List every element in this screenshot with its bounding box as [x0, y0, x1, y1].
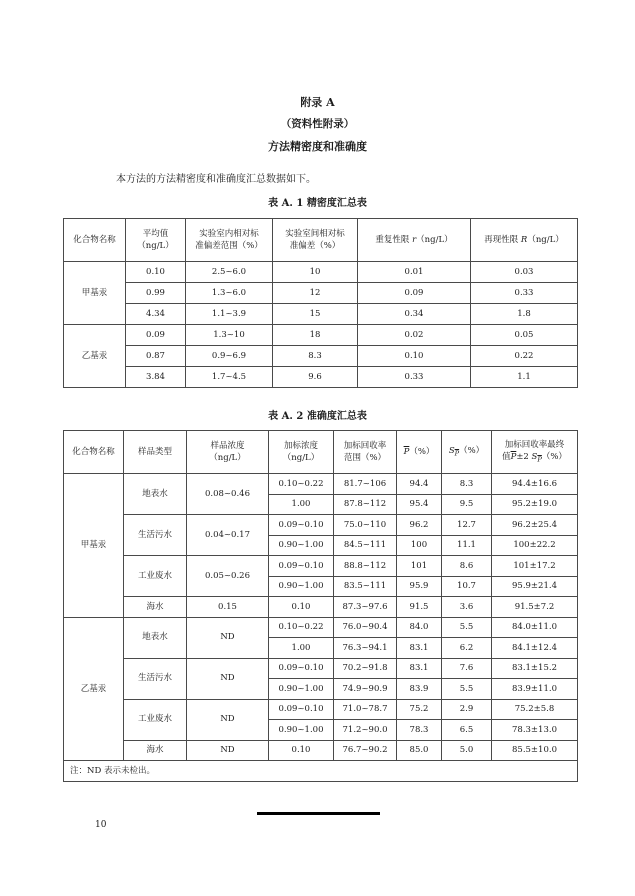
- data-cell: 0.09~0.10: [269, 556, 334, 577]
- table2-row: [64, 597, 578, 618]
- data-cell: 76.7~90.2: [334, 740, 397, 761]
- col-header-sample-conc: 样品浓度 （ng/L）: [187, 431, 269, 474]
- sample-type-cell: 工业废水: [124, 556, 187, 597]
- data-cell: 0.90~1.00: [269, 720, 334, 741]
- page-number: 10: [95, 820, 107, 830]
- data-cell: 84.0±11.0: [492, 617, 578, 638]
- data-cell: 71.2~90.0: [334, 720, 397, 741]
- data-cell: 0.10: [358, 346, 471, 367]
- col-header-spike-conc: 加标浓度 （ng/L）: [269, 431, 334, 474]
- data-cell: 78.3: [397, 720, 442, 741]
- sample-conc-cell: 0.08~0.46: [187, 474, 269, 515]
- data-cell: 0.03: [471, 262, 578, 283]
- data-cell: 0.09~0.10: [269, 699, 334, 720]
- data-cell: 0.87: [126, 346, 186, 367]
- table2-note-row: [64, 761, 578, 782]
- col-header-repeatability-limit: 重复性限 r（ng/L）: [358, 219, 471, 262]
- data-cell: 87.3~97.6: [334, 597, 397, 618]
- table1-body: [64, 262, 578, 388]
- data-cell: 0.9~6.9: [186, 346, 273, 367]
- compound-cell: 乙基汞: [64, 325, 126, 388]
- data-cell: 8.6: [442, 556, 492, 577]
- table2-row: [64, 474, 578, 495]
- sample-conc-cell: ND: [187, 740, 269, 761]
- data-cell: 3.84: [126, 367, 186, 388]
- data-cell: 75.2: [397, 699, 442, 720]
- appendix-heading: 方法精密度和准确度: [268, 140, 367, 153]
- footer-rule: [257, 812, 380, 815]
- sample-type-cell: 地表水: [124, 474, 187, 515]
- data-cell: 1.1: [471, 367, 578, 388]
- sample-type-cell: 生活污水: [124, 658, 187, 699]
- data-cell: 10: [273, 262, 358, 283]
- data-cell: 85.5±10.0: [492, 740, 578, 761]
- data-cell: 8.3: [442, 474, 492, 495]
- data-cell: 0.99: [126, 283, 186, 304]
- table2-row: [64, 699, 578, 720]
- sample-conc-cell: 0.04~0.17: [187, 515, 269, 556]
- data-cell: 1.00: [269, 494, 334, 515]
- data-cell: 10.7: [442, 576, 492, 597]
- col-header-inter-lab-rsd: 实验室间相对标 准偏差（%）: [273, 219, 358, 262]
- data-cell: 6.2: [442, 638, 492, 659]
- table1-header-row: [64, 219, 578, 262]
- sample-conc-cell: ND: [187, 617, 269, 658]
- data-cell: 6.5: [442, 720, 492, 741]
- data-cell: 76.3~94.1: [334, 638, 397, 659]
- appendix-title: 附录 A: [300, 96, 335, 109]
- data-cell: 91.5±7.2: [492, 597, 578, 618]
- data-cell: 7.6: [442, 658, 492, 679]
- data-cell: 101: [397, 556, 442, 577]
- sample-conc-cell: ND: [187, 699, 269, 740]
- col-header-mean: 平均值 （ng/L）: [126, 219, 186, 262]
- col-header-intra-lab-rsd: 实验室内相对标 准偏差范围（%）: [186, 219, 273, 262]
- col-header-sample-type: 样品类型: [124, 431, 187, 474]
- data-cell: 94.4±16.6: [492, 474, 578, 495]
- data-cell: 0.90~1.00: [269, 679, 334, 700]
- table1-row: [64, 367, 578, 388]
- data-cell: 0.22: [471, 346, 578, 367]
- sample-type-cell: 工业废水: [124, 699, 187, 740]
- data-cell: 91.5: [397, 597, 442, 618]
- col-header-final-recovery: 加标回收率最终 值$\overline{P}\pm 2$ $S_{\overline{P}}(\%)$: [492, 431, 578, 474]
- data-cell: 96.2: [397, 515, 442, 536]
- data-cell: 1.1~3.9: [186, 304, 273, 325]
- data-cell: 0.34: [358, 304, 471, 325]
- data-cell: 5.0: [442, 740, 492, 761]
- col-header-recovery-sd: $S_{\overline{P}}(\%)$: [442, 431, 492, 474]
- data-cell: 0.09: [358, 283, 471, 304]
- data-cell: 0.10: [126, 262, 186, 283]
- data-cell: 78.3±13.0: [492, 720, 578, 741]
- appendix-subtitle: （资料性附录）: [280, 118, 355, 130]
- table1-caption: 表 A. 1 精密度汇总表: [268, 198, 367, 209]
- data-cell: 0.10~0.22: [269, 617, 334, 638]
- data-cell: 85.0: [397, 740, 442, 761]
- data-cell: 0.90~1.00: [269, 576, 334, 597]
- data-cell: 1.3~6.0: [186, 283, 273, 304]
- data-cell: 4.34: [126, 304, 186, 325]
- precision-summary-table: [63, 218, 578, 388]
- data-cell: 76.0~90.4: [334, 617, 397, 638]
- table2-caption: 表 A. 2 准确度汇总表: [268, 411, 367, 422]
- data-cell: 5.5: [442, 617, 492, 638]
- data-cell: 87.8~112: [334, 494, 397, 515]
- data-cell: 1.8: [471, 304, 578, 325]
- data-cell: 94.4: [397, 474, 442, 495]
- table-note: 注：ND 表示未检出。: [64, 761, 578, 782]
- data-cell: 75.0~110: [334, 515, 397, 536]
- data-cell: 84.1±12.4: [492, 638, 578, 659]
- table2-row: [64, 617, 578, 638]
- compound-cell: 甲基汞: [64, 474, 124, 618]
- data-cell: 0.09: [126, 325, 186, 346]
- data-cell: 2.9: [442, 699, 492, 720]
- data-cell: 100±22.2: [492, 535, 578, 556]
- data-cell: 83.9: [397, 679, 442, 700]
- col-header-recovery-range: 加标回收率 范围（%）: [334, 431, 397, 474]
- data-cell: 15: [273, 304, 358, 325]
- table1-row: [64, 262, 578, 283]
- data-cell: 9.5: [442, 494, 492, 515]
- data-cell: 0.10: [269, 597, 334, 618]
- data-cell: 0.10~0.22: [269, 474, 334, 495]
- data-cell: 1.00: [269, 638, 334, 659]
- col-header-compound: 化合物名称: [64, 219, 126, 262]
- col-header-reproducibility-limit: 再现性限 R（ng/L）: [471, 219, 578, 262]
- data-cell: 1.3~10: [186, 325, 273, 346]
- data-cell: 71.0~78.7: [334, 699, 397, 720]
- data-cell: 0.33: [471, 283, 578, 304]
- data-cell: 95.9±21.4: [492, 576, 578, 597]
- data-cell: 88.8~112: [334, 556, 397, 577]
- sample-type-cell: 海水: [124, 740, 187, 761]
- col-header-mean-recovery: $\overline{P}(\%)$: [397, 431, 442, 474]
- table1-row: [64, 325, 578, 346]
- table2-header-row: [64, 431, 578, 474]
- table2-row: [64, 515, 578, 536]
- data-cell: 84.0: [397, 617, 442, 638]
- table2-row: [64, 556, 578, 577]
- data-cell: 11.1: [442, 535, 492, 556]
- data-cell: 95.2±19.0: [492, 494, 578, 515]
- data-cell: 12.7: [442, 515, 492, 536]
- data-cell: 2.5~6.0: [186, 262, 273, 283]
- data-cell: 96.2±25.4: [492, 515, 578, 536]
- sample-conc-cell: ND: [187, 658, 269, 699]
- data-cell: 0.09~0.10: [269, 515, 334, 536]
- accuracy-summary-table: [63, 430, 578, 782]
- data-cell: 83.9±11.0: [492, 679, 578, 700]
- data-cell: 83.5~111: [334, 576, 397, 597]
- data-cell: 12: [273, 283, 358, 304]
- table2-row: [64, 658, 578, 679]
- data-cell: 5.5: [442, 679, 492, 700]
- sample-type-cell: 生活污水: [124, 515, 187, 556]
- data-cell: 75.2±5.8: [492, 699, 578, 720]
- table2-row: [64, 740, 578, 761]
- data-cell: 8.3: [273, 346, 358, 367]
- data-cell: 0.09~0.10: [269, 658, 334, 679]
- data-cell: 74.9~90.9: [334, 679, 397, 700]
- data-cell: 0.10: [269, 740, 334, 761]
- data-cell: 70.2~91.8: [334, 658, 397, 679]
- sample-type-cell: 海水: [124, 597, 187, 618]
- sample-type-cell: 地表水: [124, 617, 187, 658]
- data-cell: 18: [273, 325, 358, 346]
- compound-cell: 甲基汞: [64, 262, 126, 325]
- table1-row: [64, 304, 578, 325]
- data-cell: 95.9: [397, 576, 442, 597]
- intro-paragraph: 本方法的方法精密度和准确度汇总数据如下。: [116, 174, 316, 185]
- table1-row: [64, 283, 578, 304]
- compound-cell: 乙基汞: [64, 617, 124, 761]
- data-cell: 3.6: [442, 597, 492, 618]
- data-cell: 0.33: [358, 367, 471, 388]
- data-cell: 84.5~111: [334, 535, 397, 556]
- table1-row: [64, 346, 578, 367]
- data-cell: 83.1: [397, 658, 442, 679]
- data-cell: 101±17.2: [492, 556, 578, 577]
- sample-conc-cell: 0.15: [187, 597, 269, 618]
- data-cell: 81.7~106: [334, 474, 397, 495]
- data-cell: 83.1: [397, 638, 442, 659]
- data-cell: 0.02: [358, 325, 471, 346]
- col-header-compound: 化合物名称: [64, 431, 124, 474]
- data-cell: 1.7~4.5: [186, 367, 273, 388]
- data-cell: 9.6: [273, 367, 358, 388]
- sample-conc-cell: 0.05~0.26: [187, 556, 269, 597]
- data-cell: 0.90~1.00: [269, 535, 334, 556]
- table2-body: [64, 474, 578, 761]
- data-cell: 0.05: [471, 325, 578, 346]
- data-cell: 83.1±15.2: [492, 658, 578, 679]
- data-cell: 0.01: [358, 262, 471, 283]
- data-cell: 100: [397, 535, 442, 556]
- data-cell: 95.4: [397, 494, 442, 515]
